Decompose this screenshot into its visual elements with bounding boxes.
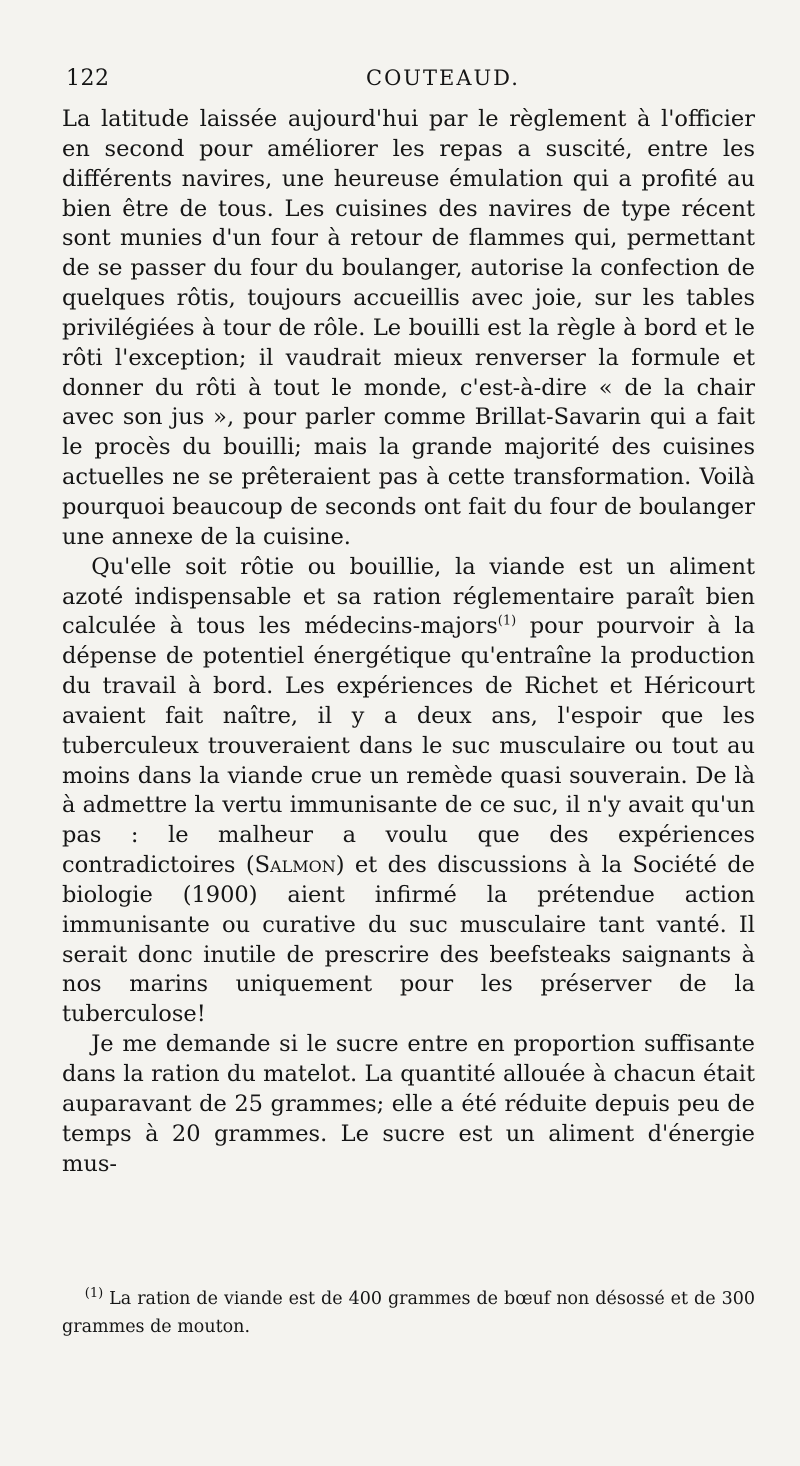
paragraph-2-part-1: Qu'elle soit rôtie ou bouillie, la viande est un aliment azoté indispensable et sa ration réglementaire paraît bien calculée à tous les médecins-majors <box>62 553 755 640</box>
paragraph-2 <box>62 553 755 1031</box>
paragraph-2-part-2: pour pourvoir à la dépense de potentiel énergétique qu'entraîne la production du travail à bord. Les expériences de Richet et Héricourt avaient fait naître, il y a deux ans, l'espoir que les tuberculeux trouveraient dans le suc musculaire ou tout au moins dans la viande crue un remède quasi souverain. De là à admettre la vertu immunisante de ce suc, il n'y avait qu'un pas : le malheur a voulu que des expériences contradictoires ( <box>62 613 755 879</box>
paragraph-3: Je me demande si le sucre entre en proportion suffisante dans la ration du matelot. La quantité allouée à chacun était auparavant de 25 grammes; elle a été réduite depuis peu de temps à 20 grammes. Le sucre est un aliment d'énergie mus- <box>62 1031 755 1177</box>
footnote-marker: (1) <box>84 1286 104 1302</box>
running-head: COUTEAUD. <box>366 66 520 90</box>
paragraph-1: La latitude laissée aujourd'hui par le règlement à l'officier en second pour améliorer les repas a suscité, entre les différents navires, une heureuse émulation qui a profité au bien être de tous. Les cuisines des navires de type récent sont munies d'un four à retour de flammes qui, permettant de se passer du four du boulanger, autorise la confection de quelques rôtis, toujours accueillis avec joie, sur les tables privilégiées à tour de rôle. Le bouilli est la règle à bord et le rôti l'exception; il vaudrait mieux renverser la formule et donner du rôti à tout le monde, c'est-à-dire « de la chair avec son jus », pour parler comme Brillat-Savarin qui a fait le procès du bouilli; mais la grande majorité des cuisines actuelles ne se prêteraient pas à cette transformation. Voilà pourquoi beaucoup de seconds ont fait du four de boulanger une annexe de la cuisine. <box>62 106 755 550</box>
footnote <box>62 1285 755 1341</box>
page-number: 122 <box>66 66 110 91</box>
paragraph-2-part-3: ) et des discussions à la Société de biologie (1900) aient infirmé la prétendue action immunisante ou curative du suc musculaire tant vanté. Il serait donc inutile de prescrire des beefsteaks saignants à nos marins uniquement pour les préserver de la tuberculose! <box>62 852 755 1028</box>
body-text <box>62 105 755 1179</box>
author-name-salmon: Salmon <box>254 852 336 879</box>
footnote-text: La ration de viande est de 400 grammes de bœuf non désossé et de 300 grammes de mouton. <box>62 1289 755 1337</box>
footnote-reference: (1) <box>497 613 517 629</box>
page-header <box>66 62 750 102</box>
